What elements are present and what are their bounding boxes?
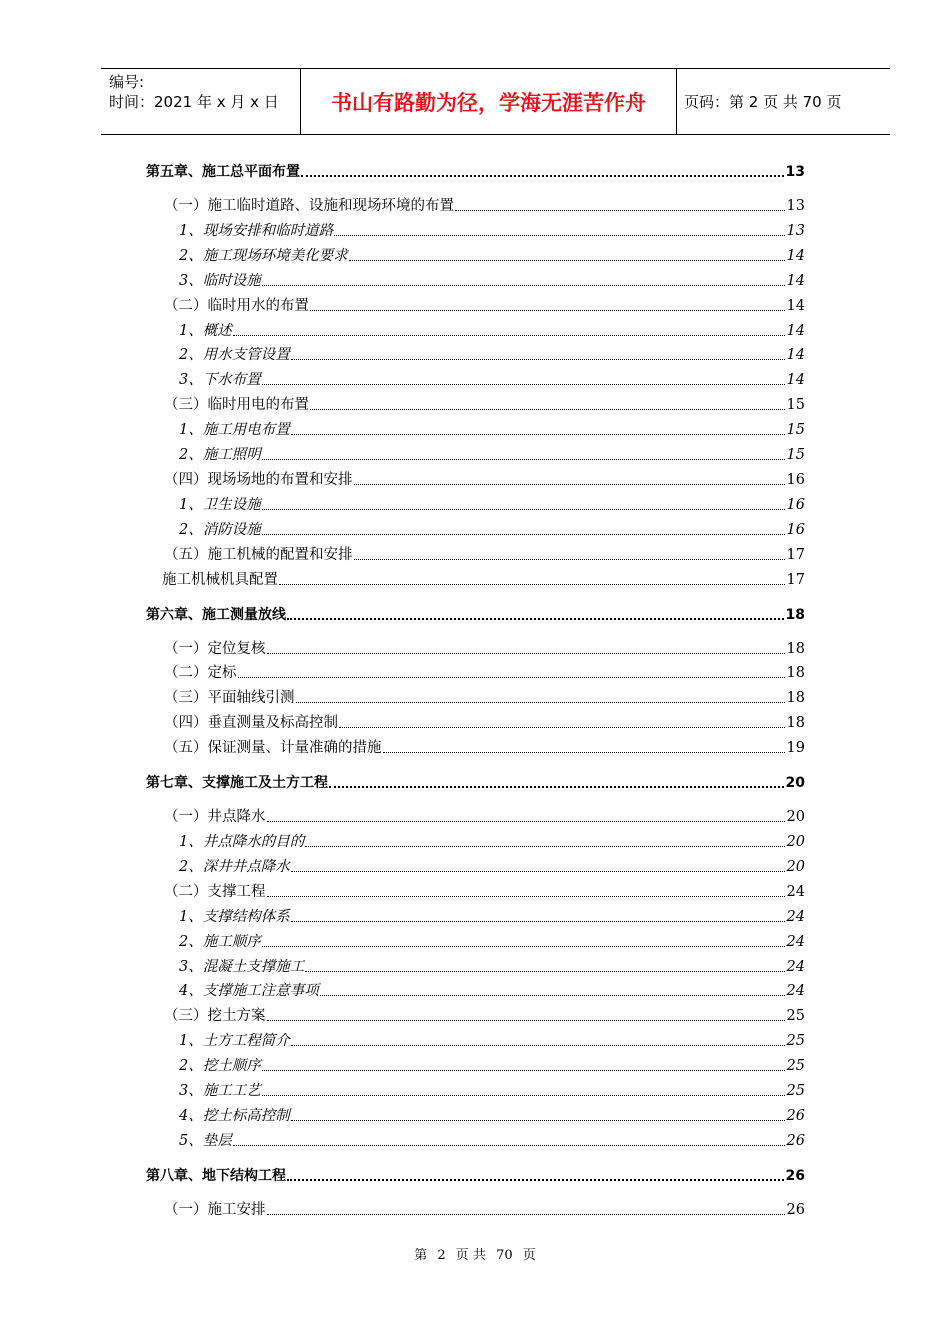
- toc-entry-page: 17: [786, 546, 805, 563]
- toc-entry-title: 3、临时设施: [179, 272, 261, 289]
- toc-entry-page: 18: [786, 640, 805, 657]
- toc-entry-page: 14: [786, 322, 805, 339]
- footer-suffix: 页: [522, 1248, 536, 1263]
- toc-entry-page: 14: [786, 272, 805, 289]
- document-date: 时间：2021 年 x 月 x 日: [109, 93, 279, 111]
- toc-dot-leader: [287, 618, 784, 620]
- toc-entry-title: （一）井点降水: [164, 809, 266, 826]
- toc-entry-title: 1、卫生设施: [179, 496, 261, 513]
- toc-entry[interactable]: [179, 493, 805, 515]
- toc-dot-leader: [291, 359, 785, 360]
- toc-entry-title: 2、施工顺序: [179, 933, 261, 950]
- toc-dot-leader: [262, 1070, 785, 1071]
- toc-entry[interactable]: [179, 343, 805, 365]
- header-motto: 书山有路勤为径，学海无涯苦作舟: [301, 69, 677, 134]
- toc-entry-page: 26: [786, 1132, 805, 1149]
- toc-dot-leader: [354, 484, 785, 485]
- toc-entry-title: 4、支撑施工注意事项: [179, 983, 319, 1000]
- toc-entry[interactable]: [179, 830, 805, 852]
- toc-entry-title: 1、现场安排和临时道路: [179, 222, 334, 239]
- toc-entry[interactable]: [164, 880, 805, 902]
- toc-dot-leader: [262, 459, 785, 460]
- toc-entry-page: 15: [786, 422, 805, 439]
- toc-entry-page: 18: [785, 606, 805, 623]
- toc-entry-title: （四）垂直测量及标高控制: [164, 715, 338, 732]
- toc-entry-title: 2、挖土顺序: [179, 1058, 261, 1075]
- toc-dot-leader: [305, 971, 784, 972]
- toc-entry-title: （三）临时用电的布置: [164, 397, 309, 414]
- toc-entry-title: 2、用水支管设置: [179, 347, 290, 364]
- toc-entry[interactable]: [179, 1054, 805, 1076]
- document-number-label: 编号:: [109, 73, 145, 91]
- toc-chapter-entry[interactable]: [146, 603, 805, 625]
- toc-dot-leader: [329, 786, 784, 788]
- toc-dot-leader: [267, 1020, 785, 1021]
- toc-entry-page: 16: [786, 496, 805, 513]
- toc-entry-title: 第七章、支撑施工及土方工程: [146, 775, 328, 792]
- toc-entry[interactable]: [179, 244, 805, 266]
- toc-entry[interactable]: [164, 468, 805, 490]
- toc-entry[interactable]: [164, 1198, 805, 1220]
- toc-entry-title: 第六章、施工测量放线: [146, 606, 286, 623]
- toc-entry-title: 1、支撑结构体系: [179, 908, 290, 925]
- toc-entry-title: 2、施工照明: [179, 447, 261, 463]
- toc-entry-title: （五）施工机械的配置和安排: [164, 546, 353, 563]
- toc-entry-page: 20: [786, 834, 805, 850]
- toc-entry-title: 2、消防设施: [179, 521, 261, 538]
- toc-entry[interactable]: [179, 1104, 805, 1126]
- toc-entry-title: 2、深井井点降水: [179, 858, 290, 875]
- toc-entry-title: 3、下水布置: [179, 372, 261, 389]
- toc-entry[interactable]: [179, 1079, 805, 1101]
- toc-dot-leader: [279, 584, 785, 585]
- toc-entry[interactable]: [179, 955, 805, 977]
- toc-entry[interactable]: [179, 443, 805, 465]
- toc-entry-title: （一）施工安排: [164, 1201, 266, 1218]
- toc-entry-page: 16: [786, 471, 805, 488]
- toc-entry-page: 14: [786, 347, 805, 364]
- toc-dot-leader: [267, 896, 785, 897]
- toc-dot-leader: [310, 310, 785, 311]
- document-header: [101, 68, 890, 135]
- page-footer: [0, 1244, 950, 1263]
- toc-dot-leader: [262, 1095, 785, 1096]
- toc-dot-leader: [320, 995, 785, 996]
- toc-entry[interactable]: [164, 686, 805, 708]
- toc-entry[interactable]: [164, 637, 805, 659]
- toc-entry-title: 第五章、施工总平面布置: [146, 164, 300, 180]
- toc-entry-page: 14: [786, 297, 805, 314]
- toc-entry-title: 5、垫层: [179, 1132, 232, 1149]
- toc-entry-page: 18: [786, 665, 805, 682]
- toc-dot-leader: [339, 727, 785, 728]
- toc-entry[interactable]: [164, 194, 805, 216]
- toc-entry[interactable]: [179, 930, 805, 952]
- toc-dot-leader: [301, 175, 784, 177]
- toc-entry-page: 25: [786, 1033, 805, 1050]
- toc-entry-page: 14: [786, 247, 805, 264]
- toc-entry-page: 13: [786, 222, 805, 239]
- toc-entry-page: 14: [786, 372, 805, 389]
- toc-entry[interactable]: [179, 1029, 805, 1051]
- toc-chapter-entry[interactable]: [146, 1164, 805, 1186]
- toc-entry-page: 20: [785, 775, 805, 792]
- toc-entry-page: 18: [786, 690, 805, 707]
- toc-entry-page: 19: [786, 740, 805, 757]
- header-page-code: 页码：第 2 页 共 70 页: [684, 93, 842, 111]
- toc-chapter-entry[interactable]: [146, 771, 805, 793]
- toc-entry[interactable]: [179, 219, 805, 241]
- toc-entry-page: 13: [786, 198, 805, 214]
- toc-entry-page: 26: [786, 1107, 805, 1124]
- toc-dot-leader: [349, 260, 785, 261]
- toc-dot-leader: [287, 1179, 784, 1181]
- footer-mid: 页 共: [455, 1248, 486, 1263]
- toc-entry-page: 24: [786, 983, 805, 1000]
- toc-dot-leader: [233, 1145, 785, 1146]
- toc-entry-title: 1、土方工程简介: [179, 1033, 290, 1050]
- toc-entry[interactable]: [164, 661, 805, 683]
- toc-dot-leader: [334, 235, 784, 236]
- toc-dot-leader: [291, 871, 785, 872]
- footer-current-page: 2: [437, 1248, 446, 1263]
- toc-entry-page: 25: [786, 1058, 805, 1075]
- toc-entry-page: 15: [786, 447, 805, 463]
- toc-entry[interactable]: [179, 855, 805, 877]
- toc-dot-leader: [267, 653, 785, 654]
- toc-dot-leader: [305, 846, 784, 847]
- toc-entry-title: 1、概述: [179, 322, 232, 339]
- toc-entry[interactable]: [164, 393, 805, 415]
- toc-entry-page: 18: [786, 715, 805, 732]
- toc-entry-title: 1、井点降水的目的: [179, 834, 305, 850]
- toc-entry-title: 1、施工用电布置: [179, 422, 290, 439]
- toc-entry-page: 24: [786, 958, 805, 975]
- toc-entry[interactable]: [179, 905, 805, 927]
- toc-entry-title: （二）支撑工程: [164, 883, 266, 900]
- toc-entry-title: 4、挖土标高控制: [179, 1107, 290, 1124]
- toc-entry[interactable]: [179, 269, 805, 291]
- toc-entry-page: 24: [786, 908, 805, 925]
- toc-entry[interactable]: [164, 736, 805, 758]
- toc-dot-leader: [267, 1214, 785, 1215]
- toc-entry-title: （五）保证测量、计量准确的措施: [164, 740, 382, 757]
- toc-entry-page: 24: [786, 883, 805, 900]
- toc-entry[interactable]: [164, 805, 805, 827]
- toc-entry[interactable]: [164, 543, 805, 565]
- toc-entry-title: 3、混凝土支撑施工: [179, 958, 305, 975]
- toc-dot-leader: [354, 559, 785, 560]
- toc-entry-page: 26: [786, 1201, 805, 1218]
- toc-dot-leader: [291, 434, 785, 435]
- toc-entry-page: 15: [786, 397, 805, 414]
- toc-entry-title: （四）现场场地的布置和安排: [164, 471, 353, 488]
- toc-entry-title: 2、施工现场环境美化要求: [179, 247, 348, 264]
- toc-entry-page: 13: [785, 164, 805, 180]
- toc-entry[interactable]: [164, 1004, 805, 1026]
- toc-entry-title: （二）临时用水的布置: [164, 297, 309, 314]
- toc-dot-leader: [291, 1120, 785, 1121]
- toc-dot-leader: [262, 509, 785, 510]
- toc-dot-leader: [383, 752, 785, 753]
- toc-entry[interactable]: [179, 979, 805, 1001]
- toc-entry[interactable]: [179, 368, 805, 390]
- toc-entry-page: 25: [786, 1008, 805, 1025]
- toc-chapter-entry[interactable]: [146, 160, 805, 182]
- toc-entry-title: （三）挖土方案: [164, 1008, 266, 1025]
- toc-entry-title: 3、施工工艺: [179, 1083, 261, 1099]
- toc-entry-title: 施工机械机具配置: [162, 571, 278, 588]
- toc-entry-title: （三）平面轴线引测: [164, 690, 295, 707]
- toc-entry-title: 第八章、地下结构工程: [146, 1167, 286, 1184]
- toc-entry-title: （二）定标: [164, 665, 237, 682]
- toc-dot-leader: [455, 210, 785, 211]
- footer-prefix: 第: [414, 1248, 428, 1263]
- toc-dot-leader: [262, 285, 785, 286]
- toc-dot-leader: [291, 921, 785, 922]
- toc-entry[interactable]: [164, 711, 805, 733]
- toc-entry-page: 20: [786, 858, 805, 875]
- toc-entry-page: 16: [786, 521, 805, 538]
- toc-dot-leader: [238, 677, 785, 678]
- toc-entry-page: 25: [786, 1083, 805, 1099]
- toc-entry-page: 17: [786, 571, 805, 588]
- toc-entry-page: 24: [786, 933, 805, 950]
- toc-entry-title: （一）定位复核: [164, 640, 266, 657]
- toc-dot-leader: [262, 946, 785, 947]
- toc-dot-leader: [267, 821, 785, 822]
- toc-dot-leader: [262, 384, 785, 385]
- toc-entry[interactable]: [164, 294, 805, 316]
- footer-total-pages: 70: [496, 1248, 513, 1263]
- toc-entry[interactable]: [179, 518, 805, 540]
- toc-entry-page: 20: [786, 809, 805, 826]
- toc-entry[interactable]: [162, 568, 805, 590]
- toc-dot-leader: [296, 702, 785, 703]
- toc-dot-leader: [310, 409, 785, 410]
- header-meta: [101, 69, 301, 134]
- toc-dot-leader: [233, 335, 785, 336]
- toc-dot-leader: [291, 1045, 785, 1046]
- toc-entry[interactable]: [179, 418, 805, 440]
- toc-entry[interactable]: [179, 319, 805, 341]
- toc-entry-title: （一）施工临时道路、设施和现场环境的布置: [164, 198, 454, 214]
- toc-entry-page: 26: [785, 1167, 805, 1184]
- toc-entry[interactable]: [179, 1129, 805, 1151]
- toc-dot-leader: [262, 534, 785, 535]
